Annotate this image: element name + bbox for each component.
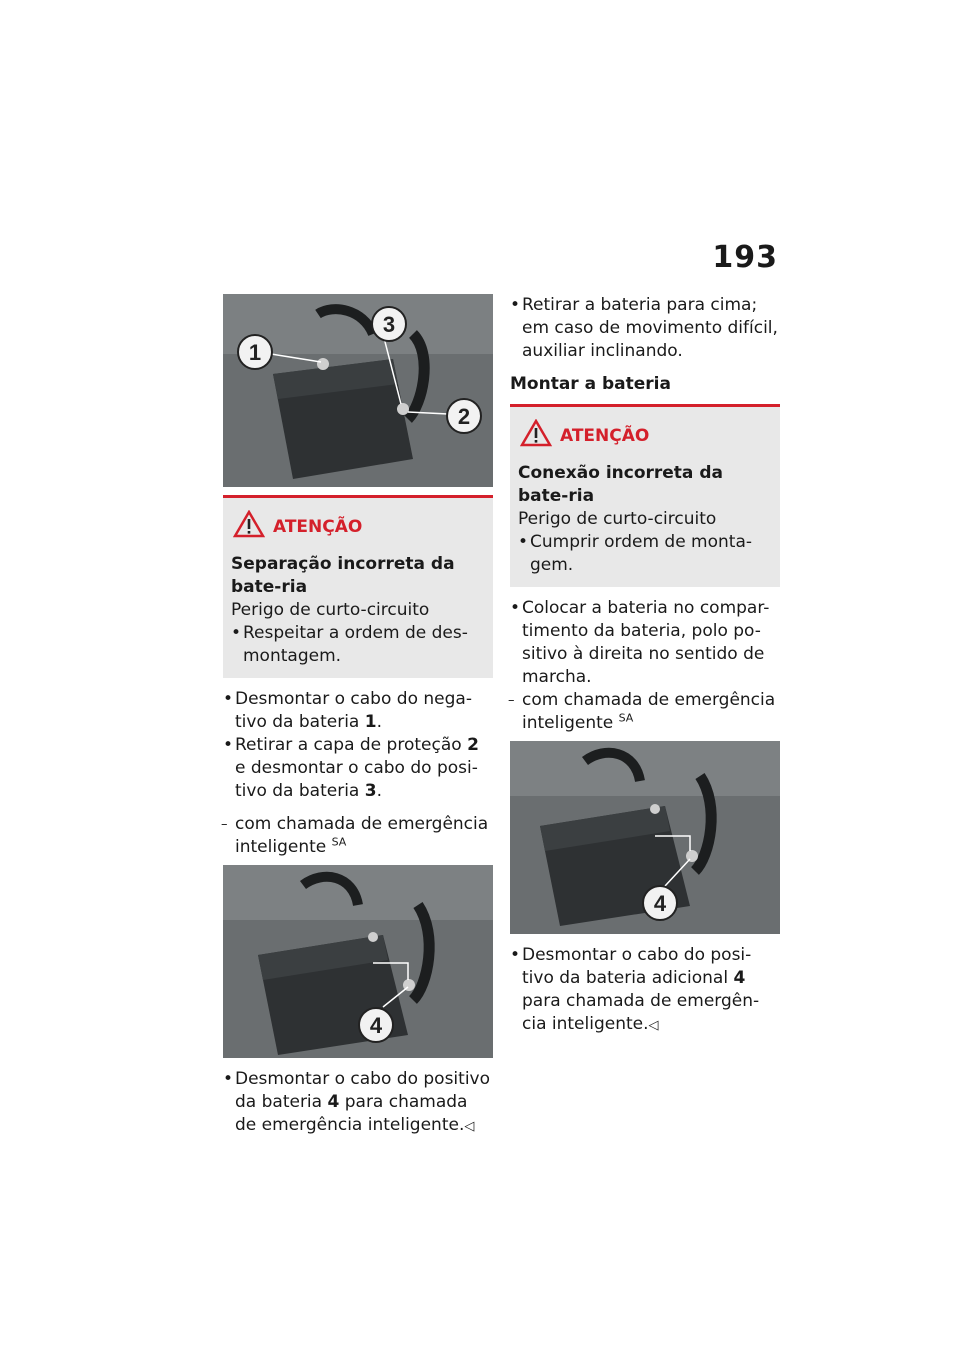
warning-box-install	[510, 404, 780, 587]
section-heading: Montar a bateria	[510, 374, 671, 394]
callout-1: 1	[248, 340, 262, 365]
step-place-battery: • Colocar a bateria no compar-timento da bateria, polo po-sitivo à direita no sentido de marcha.	[510, 597, 780, 689]
warning-title: ATENÇÃO	[560, 426, 650, 446]
warning-text: Perigo de curto-circuito	[231, 600, 430, 620]
warning-text: Perigo de curto-circuito	[518, 509, 717, 529]
warning-bullet: • Cumprir ordem de monta-gem.	[518, 531, 772, 577]
warning-title: ATENÇÃO	[273, 517, 363, 537]
step-remove-negative: • Desmontar o cabo do nega-tivo da bateria 1.	[223, 688, 493, 734]
step-remove-aux-positive: • Desmontar o cabo do posi-tivo da bateria adicional 4 para chamada de emergên-cia inteligente.◁	[510, 944, 780, 1037]
warning-box-removal	[223, 495, 493, 678]
battery-photo-3	[510, 741, 780, 934]
warning-triangle-icon	[520, 419, 552, 454]
page-number: 193	[712, 240, 778, 275]
step-lift-battery: • Retirar a bateria para cima; em caso de movimento difícil, auxiliar inclinando.	[510, 294, 780, 363]
warning-subtitle: Conexão incorreta da bate-ria	[518, 463, 723, 506]
dash-emergency-call: – com chamada de emergência inteligente $^{SA}$	[223, 813, 493, 859]
warning-subtitle: Separação incorreta da bate-ria	[231, 554, 455, 597]
battery-photo-1	[223, 294, 493, 487]
callout-4: 4	[653, 891, 667, 916]
battery-photo-2	[223, 865, 493, 1058]
step-remove-cap: • Retirar a capa de proteção 2 e desmontar o cabo do posi-tivo da bateria 3.	[223, 734, 493, 803]
warning-bullet: • Respeitar a ordem de des-montagem.	[231, 622, 485, 668]
left-column	[223, 294, 493, 1138]
right-column	[510, 294, 780, 1037]
callout-2: 2	[457, 404, 471, 429]
callout-4: 4	[369, 1013, 383, 1038]
end-marker-icon: ◁	[464, 1119, 475, 1134]
dash-emergency-call: – com chamada de emergência inteligente $^{SA}$	[510, 689, 780, 735]
end-marker-icon: ◁	[648, 1018, 659, 1033]
warning-triangle-icon	[233, 510, 265, 545]
callout-3: 3	[382, 312, 396, 337]
step-remove-positive-sa: • Desmontar o cabo do positivo da bateria 4 para chamada de emergência inteligente.◁	[223, 1068, 493, 1138]
